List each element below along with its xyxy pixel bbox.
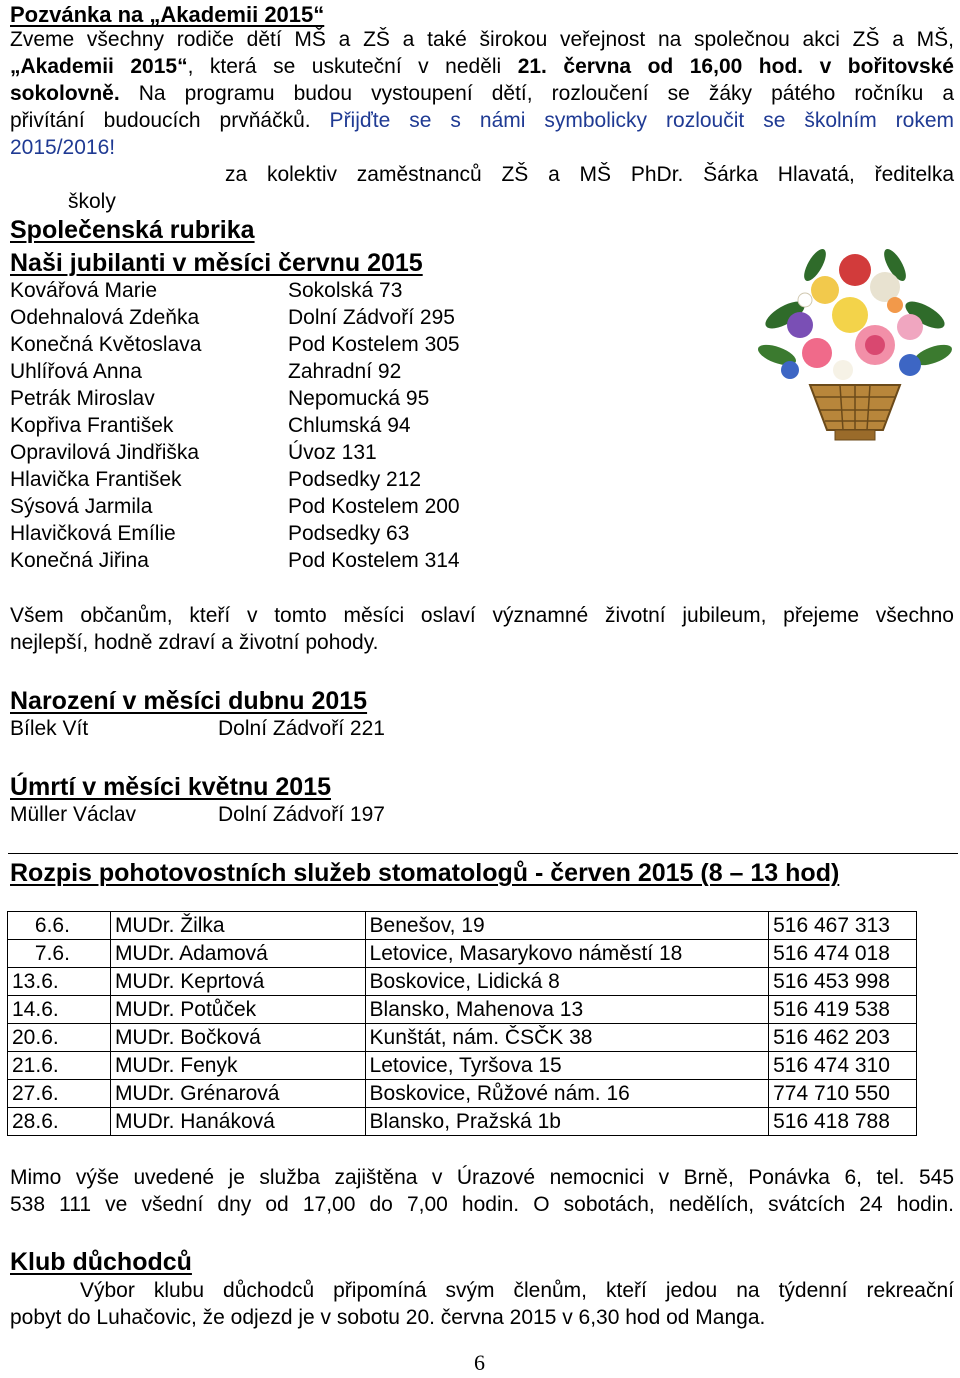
club-line-1: Výbor klubu důchodců připomíná svým členům, kteří jedou na týdenní rekreační <box>80 1279 954 1302</box>
section-divider <box>8 853 958 854</box>
birth-name: Bílek Vít <box>10 717 89 740</box>
invite-signature-2: školy <box>68 190 116 213</box>
dentists-heading: Rozpis pohotovostních služeb stomatologů - červen 2015 (8 – 13 hod) <box>10 859 840 887</box>
jubilant-row: Opravilová Jindřiška Úvoz 131 <box>10 441 377 464</box>
page-number: 6 <box>474 1350 485 1375</box>
club-line-2: pobyt do Luhačovic, že odjezd je v sobotu 20. června 2015 v 6,30 hod od Manga. <box>10 1306 766 1329</box>
wish-line-2: nejlepší, hodně zdraví a životní pohody. <box>10 631 379 654</box>
jubilant-row: Konečná Květoslava Pod Kostelem 305 <box>10 333 460 356</box>
births-heading: Narození v měsíci dubnu 2015 <box>10 687 368 715</box>
event-date: 21. června od 16,00 hod. v bořitovské <box>517 55 954 78</box>
jubilant-row: Sýsová Jarmila Pod Kostelem 200 <box>10 495 460 518</box>
invite-blue-text: Přijďte se s námi symbolicky rozloučit se školním rokem <box>310 109 954 132</box>
death-name: Müller Václav <box>10 803 137 826</box>
invite-title: Pozvánka na „Akademii 2015“ <box>10 2 325 27</box>
table-row: 21.6. MUDr. Fenyk Letovice, Tyršova 15 516 474 310 <box>8 1052 917 1080</box>
invite-line-2: „Akademii 2015“, která se uskuteční v neděli 21. června od 16,00 hod. v bořitovské <box>10 55 954 78</box>
wish-line-1: Všem občanům, kteří v tomto měsíci oslaví významné životní jubileum, přejeme všechno <box>10 604 954 627</box>
event-venue: sokolovně. <box>10 82 120 105</box>
jubilant-row: Hlavička František Podsedky 212 <box>10 468 422 491</box>
death-address: Dolní Zádvoří 197 <box>218 803 385 826</box>
club-heading: Klub důchodců <box>10 1248 192 1276</box>
table-row: 28.6. MUDr. Hanáková Blansko, Pražská 1b 516 418 788 <box>8 1108 917 1136</box>
social-heading: Společenská rubrika <box>10 216 255 244</box>
jubilant-row: Konečná Jiřina Pod Kostelem 314 <box>10 549 460 572</box>
jubilant-row: Kopřiva František Chlumská 94 <box>10 414 411 437</box>
invite-line-1: Zveme všechny rodiče dětí MŠ a ZŠ a také širokou veřejnost na společnou akci ZŠ a MŠ, <box>10 28 954 51</box>
jubilant-row: Uhlířová Anna Zahradní 92 <box>10 360 402 383</box>
invite-year: 2015/2016! <box>10 136 116 159</box>
table-row: 14.6. MUDr. Potůček Blansko, Mahenova 13 516 419 538 <box>8 996 917 1024</box>
table-row: 20.6. MUDr. Bočková Kunštát, nám. ČSČK 38 516 462 203 <box>8 1024 917 1052</box>
table-row: 7.6. MUDr. Adamová Letovice, Masarykovo náměstí 18 516 474 018 <box>8 940 917 968</box>
flower-basket-image <box>755 245 955 455</box>
jubilants-heading: Naši jubilanti v měsíci červnu 2015 <box>10 249 423 277</box>
birth-address: Dolní Zádvoří 221 <box>218 717 385 740</box>
jubilant-row: Petrák Miroslav Nepomucká 95 <box>10 387 430 410</box>
dentists-note-2: 538 111 ve všední dny od 17,00 do 7,00 hodin. O sobotách, nedělích, svátcích 24 hodin. <box>10 1193 954 1216</box>
invite-signature: za kolektiv zaměstnanců ZŠ a MŠ PhDr. Šárka Hlavatá, ředitelka <box>225 163 954 186</box>
jubilant-row: Odehnalová Zdeňka Dolní Zádvoří 295 <box>10 306 455 329</box>
invite-line-4: přivítání budoucích prvňáčků. Přijďte se s námi symbolicky rozloučit se školním rokem <box>10 109 954 132</box>
table-row: 27.6. MUDr. Grénarová Boskovice, Růžové nám. 16 774 710 550 <box>8 1080 917 1108</box>
jubilant-row: Hlavičková Emílie Podsedky 63 <box>10 522 410 545</box>
dentists-note-1: Mimo výše uvedené je služba zajištěna v Úrazové nemocnici v Brně, Ponávka 6, tel. 545 <box>10 1166 954 1189</box>
jubilant-row: Kovářová Marie Sokolská 73 <box>10 279 403 302</box>
deaths-heading: Úmrtí v měsíci květnu 2015 <box>10 773 331 801</box>
table-row: 6.6. MUDr. Žilka Benešov, 19 516 467 313 <box>8 912 917 940</box>
invite-line-3: sokolovně. Na programu budou vystoupení dětí, rozloučení se žáky pátého ročníku a <box>10 82 954 105</box>
table-row: 13.6. MUDr. Keprtová Boskovice, Lidická 8 516 453 998 <box>8 968 917 996</box>
akademie-name: „Akademii 2015“ <box>10 55 188 78</box>
dentist-schedule-table <box>7 911 917 1136</box>
